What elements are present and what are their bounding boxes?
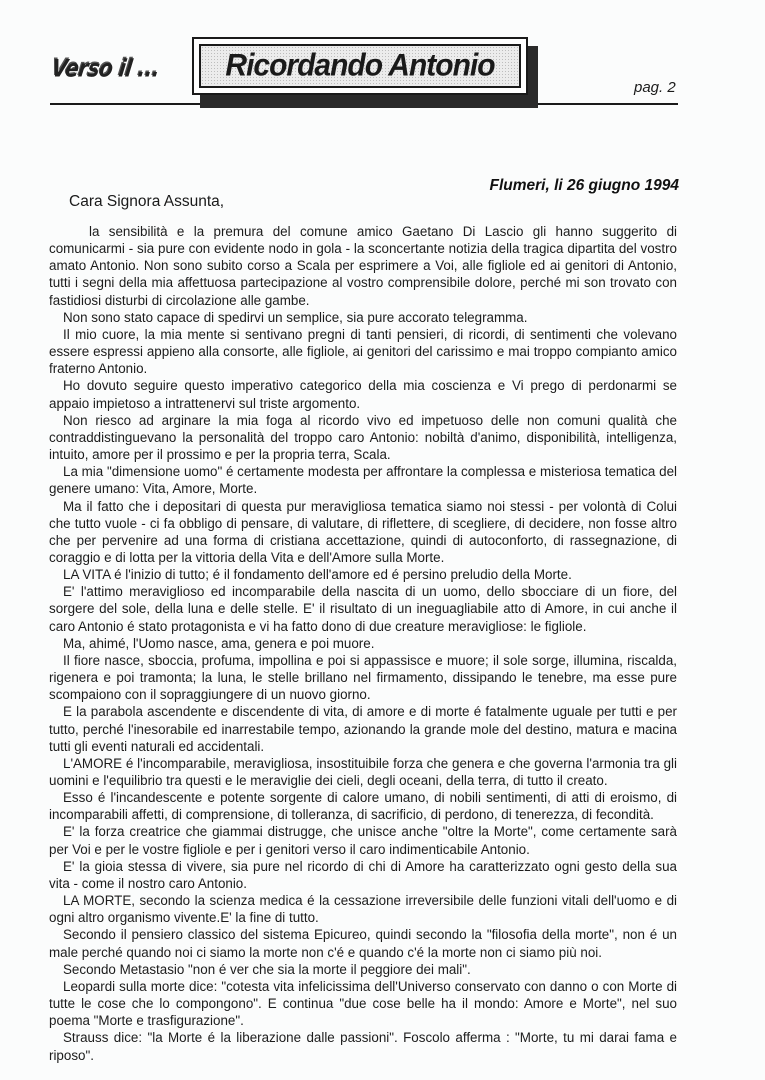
paragraph: La mia "dimensione uomo" é certamente modesta per affrontare la complessa e misteriosa tematica del genere umano: Vita, Amore, Morte. xyxy=(49,464,677,497)
title-box xyxy=(192,37,528,95)
letter-date: Flumeri, li 26 giugno 1994 xyxy=(489,177,679,194)
paragraph: Secondo il pensiero classico del sistema Epicureo, quindi secondo la "filosofia della morte", non é un male perché quando noi ci siamo la morte non c'é e quando c'é la morte non ci siamo più noi. xyxy=(49,927,677,960)
paragraph: Ho dovuto seguire questo imperativo categorico della mia coscienza e Vi prego di perdonarmi se appaio impietoso a intrattenervi sul triste argomento. xyxy=(49,378,677,411)
paragraph: Il fiore nasce, sboccia, profuma, impollina e poi si appassisce e muore; il sole sorge, illumina, riscalda, rigenera e poi tramonta; la luna, le stelle brillano nel firmamento, dissipando le tenebre, ma esse pure scompaiono con il sopraggiungere di un nuovo giorno. xyxy=(49,652,677,703)
letter-salutation: Cara Signora Assunta, xyxy=(69,193,225,210)
paragraph: Non sono stato capace di spedirvi un semplice, sia pure accorato telegramma. xyxy=(63,309,528,325)
paragraph: Strauss dice: "la Morte é la liberazione dalle passioni". Foscolo afferma : "Morte, tu mi darai fama e riposo". xyxy=(49,1030,677,1063)
paragraph: Leopardi sulla morte dice: "cotesta vita infelicissima dell'Universo conservato con danno o con Morte di tutte le cose che lo compongono". E continua "due cose belle ha il mondo: Amore e Morte", nel suo poema "Morte e trasfigurazione". xyxy=(49,978,677,1029)
paragraph: E la parabola ascendente e discendente di vita, di amore e di morte é fatalmente uguale per tutti e per tutto, perché l'inesorabile ed inarrestabile tempo, azionando la grande mole del destino, matura e macina tutti gli eventi naturali ed accidentali. xyxy=(49,704,677,754)
paragraph: Esso é l'incandescente e potente sorgente di calore umano, di nobili sentimenti, di atti di eroismo, di incomparabili affetti, di comprensione, di tolleranza, di sacrificio, di perdono, di tenerezza, di fecondità. xyxy=(49,790,677,823)
title-box-inner xyxy=(199,44,521,88)
paragraph: E' la forza creatrice che giammai distrugge, che unisce anche "oltre la Morte", come certamente sarà per Voi e per le vostre figliole e per i genitori verso il caro indimenticabile Antonio. xyxy=(49,824,677,857)
paragraph: Ma, ahimé, l'Uomo nasce, ama, genera e poi muore. xyxy=(63,635,375,651)
paragraph: Ma il fatto che i depositari di questa pur meravigliosa tematica siamo noi stessi - per volontà di Colui che tutto vuole - ci fa obbligo di pensare, di valutare, di riflettere, di scegliere, di decidere, non fosse altro che per pervenire ad una forma di cristiana accettazione, quindi di autoconforto, di rassegnazione, di coraggio e di lotta per la vittoria della Vita e dell'Amore sulla Morte. xyxy=(49,498,677,565)
header-rule-left xyxy=(50,103,200,105)
paragraph: LA VITA é l'inizio di tutto; é il fondamento dell'amore ed é persino preludio della Morte. xyxy=(63,567,572,583)
paragraph: E' la gioia stessa di vivere, sia pure nel ricordo di chi di Amore ha caratterizzato ogni gesto della sua vita - come il nostro caro Antonio. xyxy=(49,858,677,891)
page-number: pag. 2 xyxy=(634,79,676,96)
paragraph: LA MORTE, secondo la scienza medica é la cessazione irreversibile delle funzioni vitali dell'uomo e di ogni altro organismo vivente.E' la fine di tutto. xyxy=(49,893,677,926)
paragraph: Non riesco ad arginare la mia foga al ricordo vivo ed impetuoso delle non comuni qualità che contraddistinguevano la personalità del troppo caro Antonio: nobiltà d'animo, disponibilità, intelligenza, intuito, amore per il prossimo e per la propria terra, Scala. xyxy=(49,412,677,463)
paragraph: L'AMORE é l'incomparabile, meravigliosa, insostituibile forza che genera e che governa l'armonia tra gli uomini e l'equilibrio tra questi e le meraviglie dei cieli, degli oceani, della terra, di tutto il creato. xyxy=(49,755,677,788)
letter-body xyxy=(49,223,677,1064)
page-title: Ricordando Antonio xyxy=(225,48,495,83)
paragraph: Secondo Metastasio "non é ver che sia la morte il peggiore dei mali". xyxy=(63,961,471,977)
newsletter-logo: Verso il ... xyxy=(49,53,162,83)
header-rule-right xyxy=(538,103,678,105)
paragraph: Il mio cuore, la mia mente si sentivano pregni di tanti pensieri, di ricordi, di sentimenti che volevano essere espressi appieno alla consorte, alle figliole, ai genitori del carissimo e mai troppo compianto amico fraterno Antonio. xyxy=(49,326,677,377)
paragraph: E' l'attimo meraviglioso ed incomparabile della nascita di un uomo, dello sbocciare di un fiore, del sorgere del sole, della luna e delle stelle. E' il risultato di un ineguagliabile atto di Amore, in cui anche il caro Antonio é stato protagonista e vi ha fatto dono di due creature meravigliose: le figliole. xyxy=(49,584,677,634)
paragraph: la sensibilità e la premura del comune amico Gaetano Di Lascio gli hanno suggerito di comunicarmi - sia pure con evidente nodo in gola - la sconcertante notizia della tragica dipartita del vostro amato Antonio. Non sono subito corso a Scala per esprimere a Voi, alle figliole ed ai genitori di Antonio, tutti i segni della mia affettuosa partecipazione al vostro comprensibile dolore, perché mi son trovato con fastidiosi disturbi di circolazione alle gambe. xyxy=(49,224,677,308)
